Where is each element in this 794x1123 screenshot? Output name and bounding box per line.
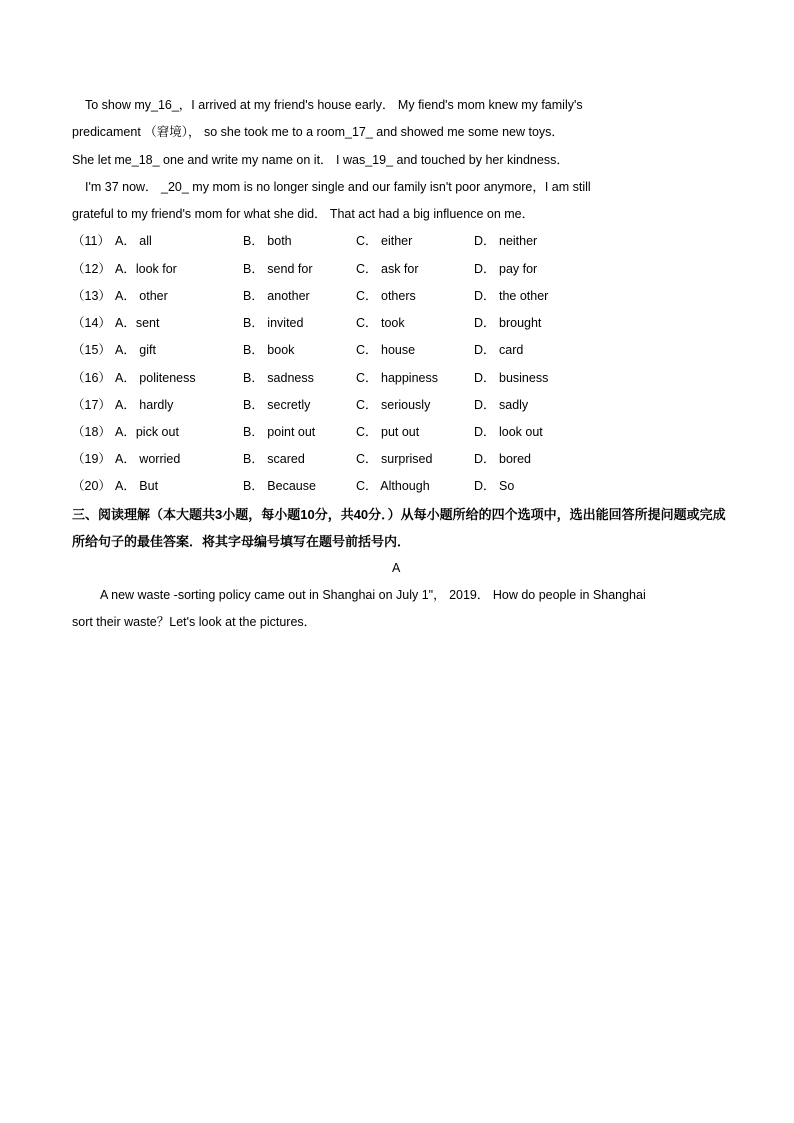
reading-intro-line-2: sort their waste？Let's look at the pictures． (72, 615, 317, 629)
question-number: （14） (72, 316, 111, 330)
option-a: A． hardly (115, 398, 174, 412)
passage-label: A (392, 561, 401, 575)
question-number: （16） (72, 371, 111, 385)
option-a: A． other (115, 289, 168, 303)
option-b: B． point out (243, 425, 316, 439)
option-a: A．pick out (115, 425, 179, 439)
question-number: （12） (72, 262, 111, 276)
option-a: A．sent (115, 316, 160, 330)
section-heading-reading: 三、阅读理解（本大题共3小题，每小题10分，共40分．）从每小题所给的四个选项中，选出能回答所提问题或完成所给句子的最佳答案．将其字母编号填写在题号前括号内． (72, 507, 726, 549)
option-b: B． invited (243, 316, 304, 330)
passage-line-1: To show my_16_，I arrived at my friend's house early． My fiend's mom knew my family's (85, 98, 583, 112)
question-row-17 (72, 397, 732, 413)
question-number: （13） (72, 289, 111, 303)
option-d: D． pay for (474, 262, 538, 276)
option-c: C． happiness (356, 371, 438, 385)
option-d: D． brought (474, 316, 542, 330)
passage-line-2: predicament （窘境）， so she took me to a room_17_ and showed me some new toys． (72, 125, 564, 139)
question-number: （17） (72, 398, 111, 412)
question-number: （15） (72, 343, 111, 357)
option-a: A． politeness (115, 371, 196, 385)
option-a: A． worried (115, 452, 181, 466)
option-d: D． the other (474, 289, 549, 303)
option-b: B． sadness (243, 371, 314, 385)
option-b: B． secretly (243, 398, 311, 412)
passage-line-4: I'm 37 now． _20_ my mom is no longer single and our family isn't poor anymore，I am still (85, 180, 591, 194)
option-d: D． sadly (474, 398, 529, 412)
option-a: A． all (115, 234, 152, 248)
option-c: C． either (356, 234, 413, 248)
question-row-13 (72, 288, 732, 304)
question-row-18 (72, 424, 732, 440)
option-a: A． gift (115, 343, 156, 357)
question-row-15 (72, 342, 732, 358)
question-number: （11） (72, 234, 110, 248)
passage-line-3: She let me_18_ one and write my name on it． I was_19_ and touched by her kindness． (72, 153, 569, 167)
option-b: B． Because (243, 479, 316, 493)
passage-line-5: grateful to my friend's mom for what she did． That act had a big influence on me． (72, 207, 535, 221)
option-d: D． neither (474, 234, 538, 248)
option-b: B． send for (243, 262, 313, 276)
option-c: C． house (356, 343, 416, 357)
question-row-19 (72, 451, 732, 467)
option-d: D． business (474, 371, 549, 385)
option-b: B． another (243, 289, 310, 303)
option-c: C． Although (356, 479, 430, 493)
option-d: D． card (474, 343, 524, 357)
option-c: C． ask for (356, 262, 419, 276)
option-b: B． book (243, 343, 295, 357)
option-c: C． took (356, 316, 405, 330)
option-b: B． scared (243, 452, 305, 466)
question-number: （18） (72, 425, 111, 439)
option-d: D． look out (474, 425, 543, 439)
option-c: C． others (356, 289, 416, 303)
option-d: D． bored (474, 452, 531, 466)
option-a: A．look for (115, 262, 177, 276)
option-c: C． put out (356, 425, 420, 439)
question-number: （19） (72, 452, 111, 466)
question-row-12 (72, 261, 732, 277)
option-b: B． both (243, 234, 292, 248)
option-d: D． So (474, 479, 515, 493)
question-row-16 (72, 370, 732, 386)
reading-intro-line-1: A new waste -sorting policy came out in Shanghai on July 1"， 2019． How do people in Shanghai (100, 588, 646, 602)
question-row-14 (72, 315, 732, 331)
question-row-20 (72, 478, 732, 494)
option-c: C． surprised (356, 452, 433, 466)
option-c: C． seriously (356, 398, 431, 412)
question-number: （20） (72, 479, 111, 493)
option-a: A． But (115, 479, 159, 493)
question-row-11 (72, 233, 732, 249)
